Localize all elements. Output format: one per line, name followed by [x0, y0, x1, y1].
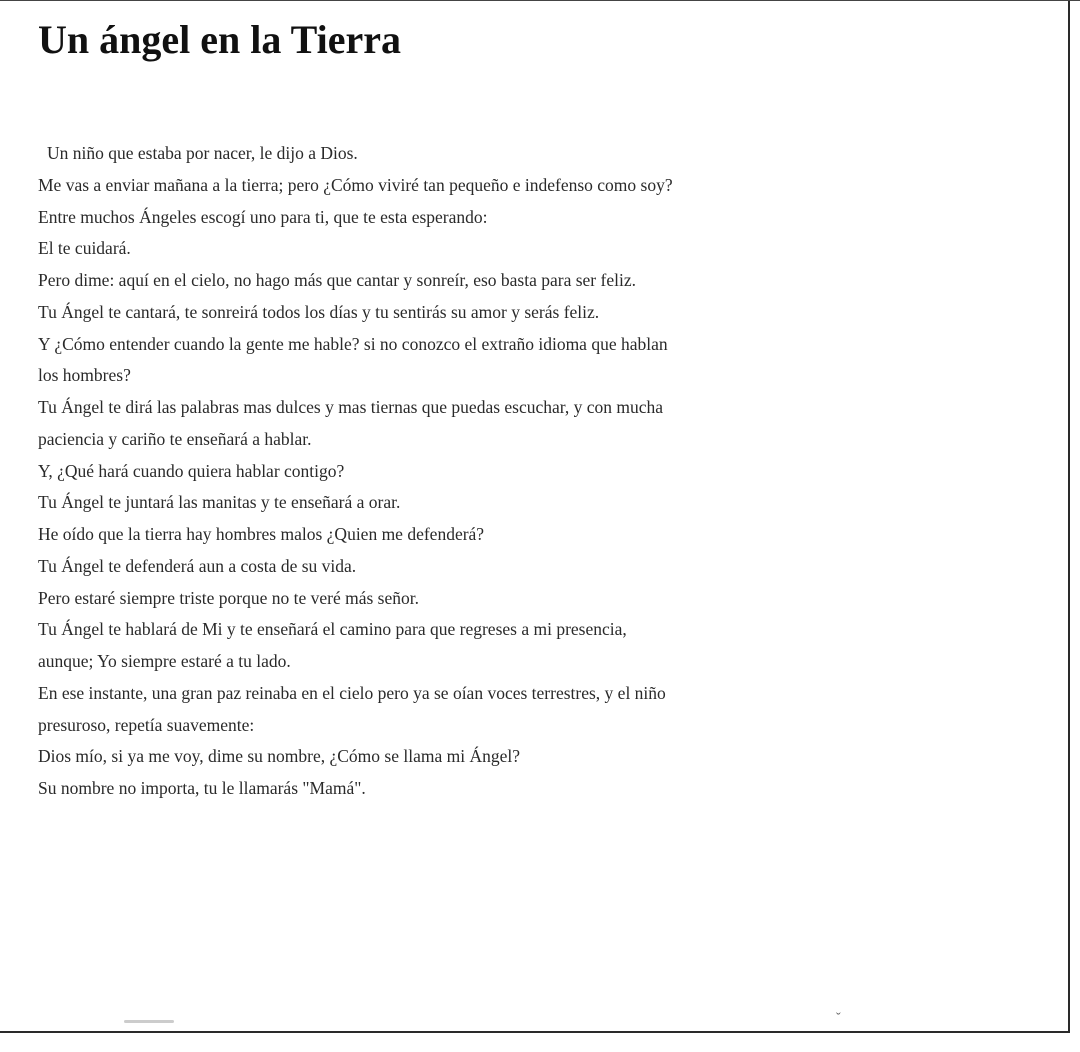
document-title: Un ángel en la Tierra: [38, 17, 401, 62]
cut-off-text-fragment: ˇ: [836, 1011, 841, 1026]
text-line: Tu Ángel te hablará de Mi y te enseñará el camino para que regreses a mi presencia,: [38, 619, 627, 640]
document-page: [0, 1, 1070, 1033]
text-line: Un niño que estaba por nacer, le dijo a Dios.: [47, 143, 358, 163]
text-line: los hombres?: [38, 365, 131, 386]
text-line: Entre muchos Ángeles escogí uno para ti, que te esta esperando:: [38, 206, 488, 227]
text-line: aunque; Yo siempre estaré a tu lado.: [38, 651, 291, 671]
text-line: Me vas a enviar mañana a la tierra; pero ¿Cómo viviré tan pequeño e indefenso como soy?: [38, 174, 673, 195]
text-line: He oído que la tierra hay hombres malos ¿Quien me defenderá?: [38, 524, 485, 544]
poem-body: [38, 138, 1048, 805]
text-line: Tu Ángel te juntará las manitas y te enseñará a orar.: [38, 492, 401, 513]
text-line: paciencia y cariño te enseñará a hablar.: [38, 428, 312, 449]
text-line: Y ¿Cómo entender cuando la gente me hable? si no conozco el extraño idioma que hablan: [38, 333, 668, 354]
text-line: Y, ¿Qué hará cuando quiera hablar contigo?: [38, 460, 345, 481]
cut-off-text-fragment: [124, 1020, 174, 1023]
text-line: Tu Ángel te defenderá aun a costa de su vida.: [38, 555, 357, 576]
text-line: El te cuidará.: [38, 238, 131, 259]
text-line: Dios mío, si ya me voy, dime su nombre, ¿Cómo se llama mi Ángel?: [38, 746, 520, 767]
text-line: presuroso, repetía suavemente:: [38, 714, 255, 735]
text-line: Su nombre no importa, tu le llamarás "Mamá".: [38, 778, 366, 798]
text-line: Pero estaré siempre triste porque no te veré más señor.: [38, 587, 419, 608]
text-line: Pero dime: aquí en el cielo, no hago más que cantar y sonreír, eso basta para ser feliz.: [38, 270, 636, 290]
text-line: En ese instante, una gran paz reinaba en el cielo pero ya se oían voces terrestres, y el niño: [38, 682, 666, 703]
text-line: Tu Ángel te cantará, te sonreirá todos los días y tu sentirás su amor y serás feliz.: [38, 301, 600, 322]
text-line: Tu Ángel te dirá las palabras mas dulces y mas tiernas que puedas escuchar, y con mucha: [38, 397, 664, 417]
